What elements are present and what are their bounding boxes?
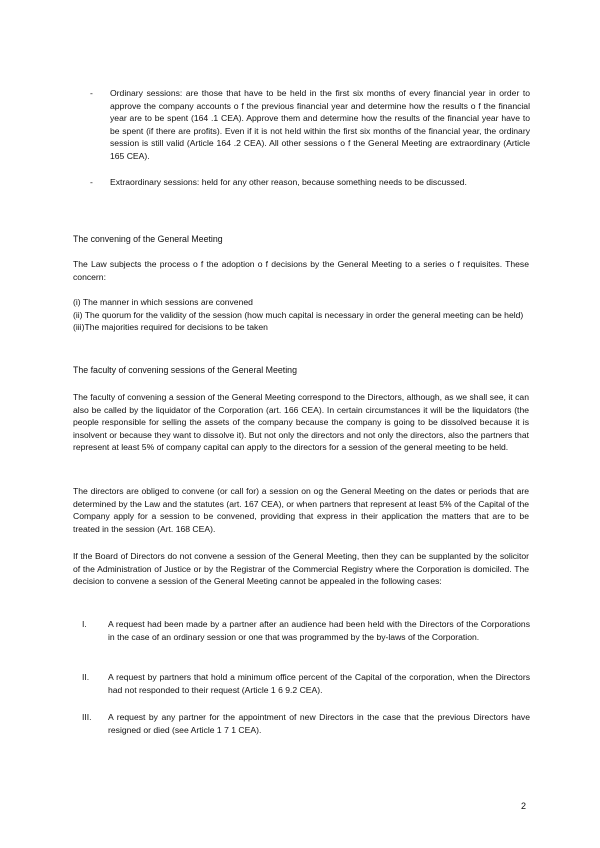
requisites-list xyxy=(73,296,529,334)
case-text: A request by partners that hold a minimum office percent of the Capital of the corporation, when the Directors had not responded to their request (Article 1 6 9.2 CEA). xyxy=(108,672,530,695)
session-types-list xyxy=(90,87,530,201)
list-item xyxy=(80,711,530,736)
bullet-marker: - xyxy=(90,88,93,98)
bullet-marker: - xyxy=(90,176,93,187)
list-item xyxy=(80,618,530,643)
list-item: (iii)The majorities required for decisions to be taken xyxy=(73,322,268,333)
list-item xyxy=(90,176,530,189)
paragraph-faculty: The faculty of convening a session of the General Meeting correspond to the Directors, although, as we shall see, it can also be called by the liquidator of the Corporation (art. 166 CEA). In certain circumstances it will be the liquidators (the people responsible for selling the assets of the company because the company is going to be dissolved because it is insolvent or because they want to dissolve it). But not only the directors and not only the directors, also the partners that represent at least 5% of company capital can apply to the directors for a session of the general meeting to be held. xyxy=(73,392,529,453)
paragraph-board-supplanted: If the Board of Directors do not convene a session of the General Meeting, then they can be supplanted by the solicitor of the Administration of Justice or by the Registrar of the Commercial Registry where the Corporation is domiciled. The decision to convene a session of the General Meeting cannot be appealed in the following cases: xyxy=(73,551,529,587)
list-item xyxy=(90,87,530,163)
list-numeral: II. xyxy=(82,672,90,682)
bullet-text: Extraordinary sessions: held for any other reason, because something needs to be discussed. xyxy=(110,176,467,187)
case-text: A request had been made by a partner after an audience had been held with the Directors of the Corporations in the case of an ordinary session or one that was programmed by the by-laws of the Corporation. xyxy=(108,619,530,642)
section-heading-convening: The convening of the General Meeting xyxy=(73,234,223,244)
list-numeral: III. xyxy=(82,712,92,722)
list-item: (ii) The quorum for the validity of the session (how much capital is necessary in order the general meeting can be held) xyxy=(73,309,524,320)
list-item: (i) The manner in which sessions are convened xyxy=(73,297,253,307)
page-number: 2 xyxy=(520,801,526,811)
paragraph-directors-obliged: The directors are obliged to convene (or call for) a session on og the General Meeting on the dates or periods that are determined by the Law and the statutes (art. 167 CEA), or when partners that represent at least 5% of the Capital of the Company apply for a session to be convened, providing that express in their application the matters that are to be treated in the session (Art. 168 CEA). xyxy=(73,486,529,534)
list-item xyxy=(80,671,530,696)
cases-list xyxy=(80,711,530,736)
bullet-text: Ordinary sessions: are those that have to be held in the first six months of every financial year in order to approve the company accounts o f the previous financial year and determine how the results o f the financial year are to be spent (164 .1 CEA). Approve them and determine how the results of the financial year have to be spent (if there are profits). Even if it is not held within the first six months of the financial year, the ordinary session is still valid (Article 164 .2 CEA). All other sessions o f the General Meeting are extraordinary (Article 165 CEA). xyxy=(110,88,530,161)
cases-list xyxy=(80,618,530,643)
cases-list xyxy=(80,671,530,696)
section-heading-faculty: The faculty of convening sessions of the General Meeting xyxy=(73,365,297,375)
case-text: A request by any partner for the appointment of new Directors in the case that the previous Directors have resigned or died (see Article 1 7 1 CEA). xyxy=(108,712,530,735)
list-numeral: I. xyxy=(82,619,87,629)
paragraph-requisites-intro: The Law subjects the process o f the adoption o f decisions by the General Meeting to a series o f requisites. These concern: xyxy=(73,259,529,282)
